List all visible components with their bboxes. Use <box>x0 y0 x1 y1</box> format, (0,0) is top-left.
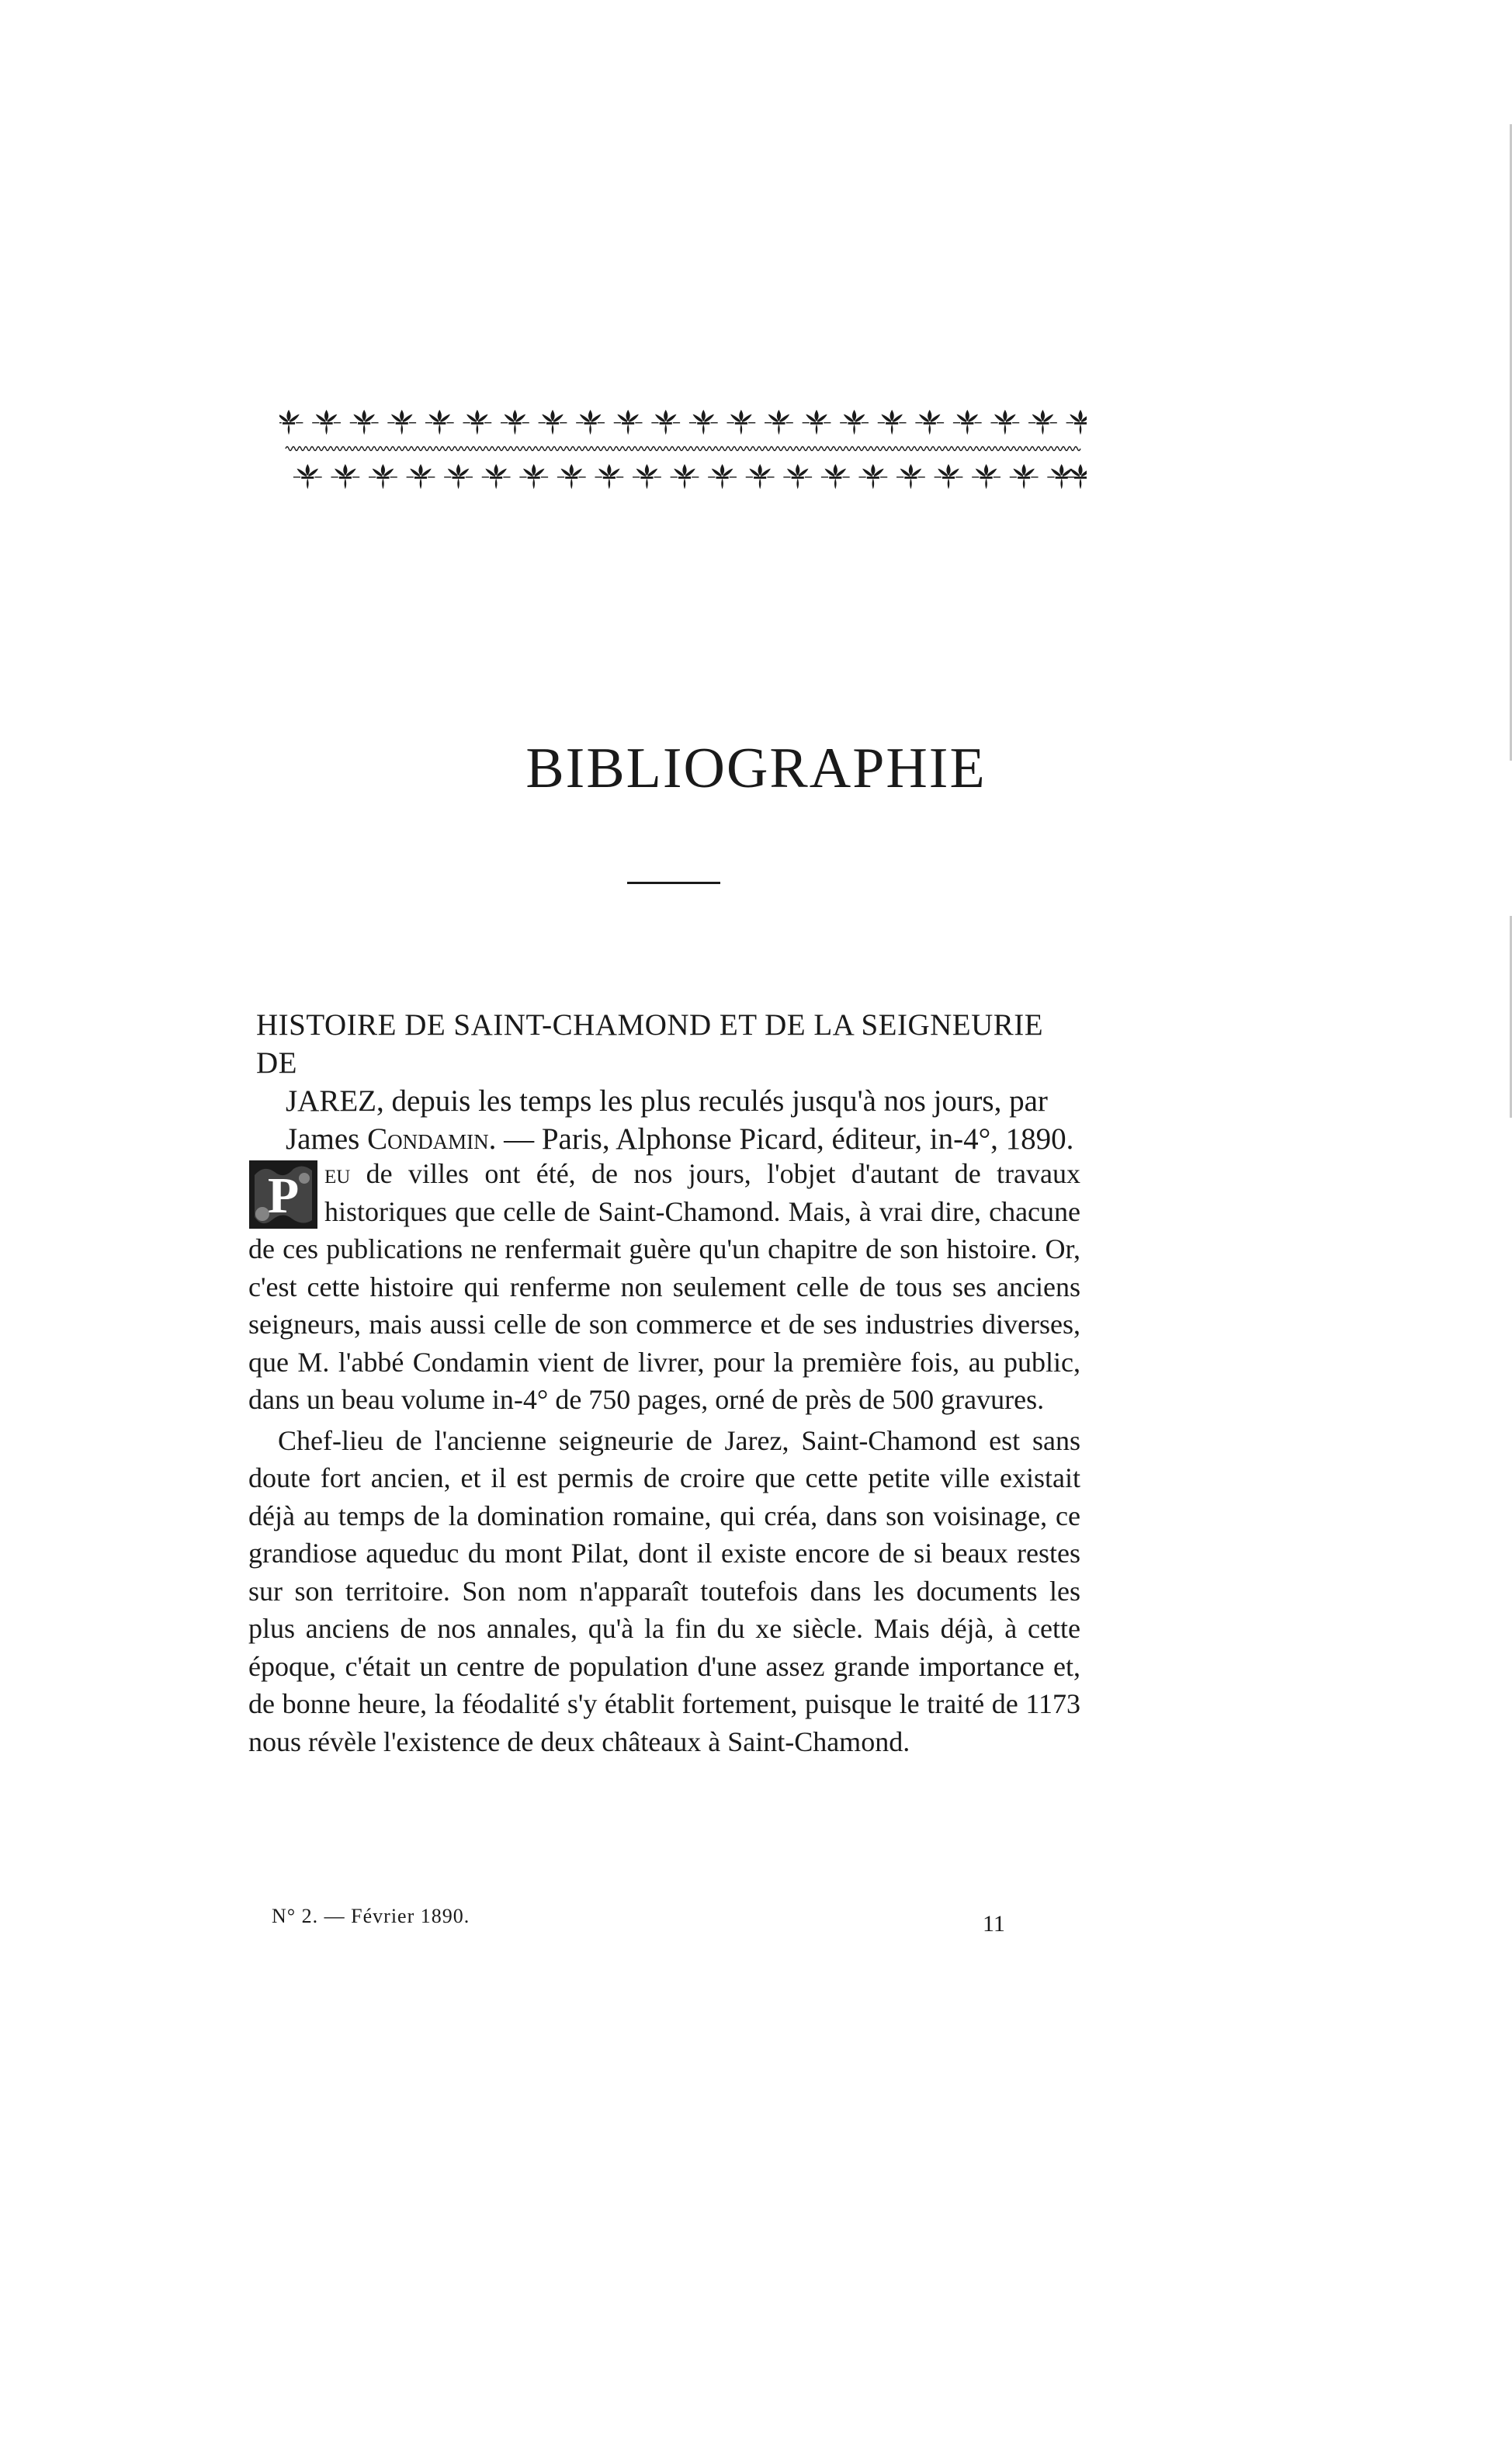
fleur-de-lis-icon <box>1028 410 1057 435</box>
fleur-de-lis-icon <box>539 410 567 435</box>
article-body <box>248 1155 1080 1760</box>
fleur-de-lis-icon <box>765 410 793 435</box>
bibliographic-reference <box>256 1006 1080 1158</box>
wavy-band-icon <box>286 447 1080 451</box>
paragraph-1-text: de villes ont été, de nos jours, l'objet d'autant de travaux historiques que celle de Saint-Chamond. Mais, à vrai dire, chacune de ces publications ne renfermait guère qu'un chapitre de son histoire. Or, c'est cette histoire qui renferme non seulement celle de tous ses anciens seigneurs, mais aussi celle de son commerce et de ses industries diverses, que M. l'abbé Condamin vient de livrer, pour la première fois, au public, dans un beau volume in-4° de 750 pages, orné de près de 500 gravures. <box>248 1158 1080 1415</box>
fleur-de-lis-icon <box>444 464 473 489</box>
fleur-de-lis-icon <box>708 464 737 489</box>
reference-line2: JAREZ, depuis les temps les plus reculés jusqu'à nos jours, par <box>286 1084 1048 1118</box>
fleur-de-lis-icon <box>633 464 661 489</box>
fleur-de-lis-icon <box>425 410 454 435</box>
fleur-de-lis-icon <box>482 464 511 489</box>
reference-body <box>256 1082 1080 1158</box>
ornament-graphic <box>279 396 1087 497</box>
fleur-de-lis-icon <box>595 464 623 489</box>
fleur-de-lis-icon <box>501 410 529 435</box>
page-title: BIBLIOGRAPHIE <box>525 737 987 800</box>
svg-text:P: P <box>267 1167 300 1224</box>
fleur-de-lis-icon <box>896 464 925 489</box>
reference-author-last: Condamin. <box>367 1122 497 1156</box>
fleur-de-lis-icon <box>935 464 963 489</box>
fleur-de-lis-icon <box>576 410 605 435</box>
paragraph-1 <box>248 1155 1080 1419</box>
fleur-de-lis-icon <box>293 464 322 489</box>
fleur-de-lis-icon <box>821 464 850 489</box>
fleur-de-lis-icon <box>915 410 944 435</box>
fleur-de-lis-icon <box>689 410 718 435</box>
fleur-de-lis-icon <box>1066 464 1087 489</box>
paragraph-2: Chef-lieu de l'ancienne seigneurie de Jarez, Saint-Chamond est sans doute fort ancien, et il est permis de croire que cette petite ville existait déjà au temps de la domination romaine, qui créa, dans son voisinage, ce grandiose aqueduc du mont Pilat, dont il existe encore de si beaux restes sur son territoire. Son nom n'apparaît toutefois dans les documents les plus anciens de nos annales, qu'à la fin du xe siècle. Mais déjà, à cette époque, c'était un centre de population d'une assez grande importance et, de bonne heure, la féodalité s'y établit fortement, puisque le traité de 1173 nous révèle l'existence de deux châteaux à Saint-Chamond. <box>248 1424 1080 1757</box>
reference-author-first: James <box>286 1122 360 1156</box>
fleur-de-lis-icon <box>840 410 869 435</box>
fleur-de-lis-icon <box>369 464 397 489</box>
fleur-de-lis-icon <box>990 410 1019 435</box>
fleur-de-lis-icon <box>651 410 680 435</box>
fleur-de-lis-icon <box>783 464 812 489</box>
fleur-de-lis-icon <box>878 410 907 435</box>
fleur-de-lis-icon <box>312 410 341 435</box>
reference-heading: HISTOIRE DE SAINT-CHAMOND ET DE LA SEIGNEURIE DE <box>256 1008 1044 1080</box>
signature-mark: 11 <box>983 1911 1005 1937</box>
fleur-de-lis-icon <box>387 410 416 435</box>
fleur-de-lis-icon <box>463 410 491 435</box>
decorated-initial-p-icon <box>248 1160 318 1229</box>
fleur-de-lis-icon <box>331 464 359 489</box>
fleur-de-lis-border-ornament <box>279 396 1087 497</box>
fleur-de-lis-icon <box>972 464 1000 489</box>
fleur-de-lis-icon <box>407 464 435 489</box>
issue-footnote: N° 2. — Février 1890. <box>272 1905 470 1927</box>
fleur-de-lis-icon <box>614 410 643 435</box>
fleur-de-lis-icon <box>519 464 548 489</box>
fleur-de-lis-icon <box>803 410 831 435</box>
title-divider <box>627 882 720 884</box>
fleur-de-lis-icon <box>671 464 699 489</box>
fleur-de-lis-icon <box>350 410 379 435</box>
fleur-de-lis-icon <box>953 410 982 435</box>
fleur-de-lis-icon <box>1066 410 1087 435</box>
paragraph-1-lead: eu <box>324 1158 351 1189</box>
fleur-de-lis-icon <box>746 464 775 489</box>
reference-publisher: — Paris, Alphonse Picard, éditeur, in-4°, 1890. <box>496 1122 1074 1156</box>
fleur-de-lis-icon <box>279 410 303 435</box>
fleur-de-lis-icon <box>1010 464 1039 489</box>
fleur-de-lis-icon <box>727 410 755 435</box>
fleur-de-lis-icon <box>858 464 887 489</box>
fleur-de-lis-icon <box>557 464 586 489</box>
